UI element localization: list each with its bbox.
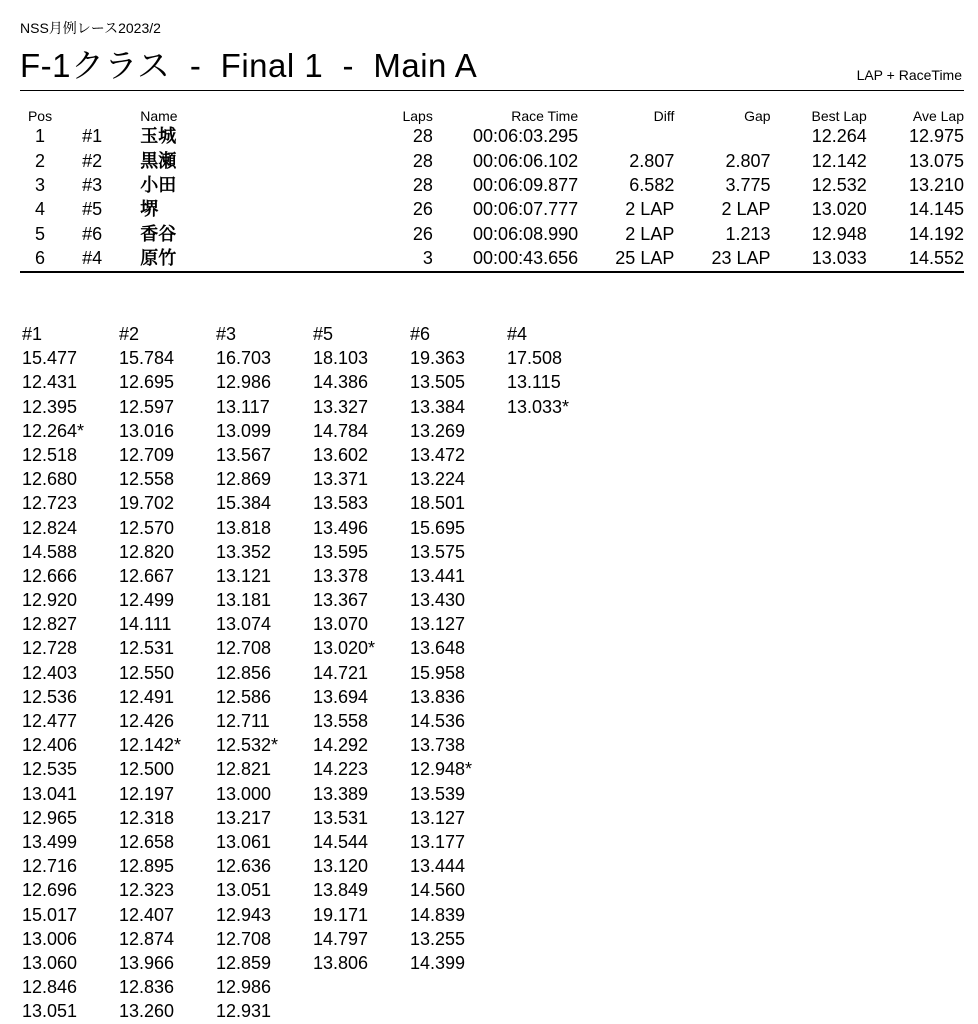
lap-column [313,322,410,1023]
cell-number: #2 [82,150,103,171]
lap-time: 14.292 [313,735,369,756]
bottom-divider [20,271,964,273]
cell-gap [674,124,770,148]
lap-time: 15.958 [410,662,466,683]
lap-time: 12.709 [119,444,175,465]
lap-times-grid [22,322,604,1023]
lap-time: 13.595 [313,541,369,562]
cell-name: 小田 [140,174,177,195]
lap-time: 13.384 [410,396,466,417]
cell-laps: 28 [412,126,433,147]
lap-time: 13.115 [507,372,561,393]
header-pos: Pos [27,108,53,124]
lap-time: 12.535 [22,759,78,780]
lap-time: 13.327 [313,396,369,417]
result-row [20,197,964,221]
cell-gap: 2.807 [725,150,771,171]
lap-time: 12.395 [22,396,78,417]
lap-time: 13.694 [313,686,369,707]
lap-time: 14.386 [313,372,369,393]
lap-time: 13.006 [22,928,78,949]
cell-pos: 2 [35,150,46,171]
cell-best-lap: 13.020 [811,199,867,220]
header-ave-lap: Ave Lap [912,108,964,124]
lap-time: 14.560 [410,880,466,901]
lap-time: 14.588 [22,541,78,562]
lap-time: 12.869 [216,469,272,490]
cell-race-time: 00:06:08.990 [473,223,579,244]
lap-time: 13.444 [410,856,466,877]
lap-time: 13.602 [313,444,369,465]
lap-time: 12.532* [216,735,279,756]
cell-name: 玉城 [140,126,177,147]
cell-best-lap: 13.033 [811,248,867,269]
lap-time: 12.827 [22,614,78,635]
results-table [20,104,964,270]
lap-time: 12.931 [216,1001,272,1022]
lap-time: 12.550 [119,662,175,683]
cell-laps: 28 [412,174,433,195]
cell-ave-lap: 14.552 [908,248,964,269]
cell-race-time: 00:06:09.877 [473,174,579,195]
lap-time: 13.000 [216,783,272,804]
lap-time: 12.323 [119,880,175,901]
lap-time: 13.558 [313,711,369,731]
page-title: F-1クラス - Final 1 - Main A [20,47,478,84]
lap-time: 13.121 [216,565,272,586]
cell-pos: 1 [35,126,46,147]
lap-time: 13.539 [410,783,466,804]
cell-ave-lap: 13.075 [908,150,964,171]
cell-diff [578,124,674,148]
lap-time: 13.016 [119,420,175,441]
header-laps: Laps [402,108,433,124]
lap-time: 12.536 [22,686,78,707]
lap-time: 14.839 [410,904,466,925]
lap-time: 13.127 [410,614,466,635]
lap-time: 13.472 [410,444,466,465]
lap-time: 13.371 [313,469,369,490]
lap-time: 19.702 [119,493,175,514]
lap-time: 12.859 [216,952,272,973]
lap-time: 13.430 [410,590,466,611]
lap-column-header: #4 [507,324,528,344]
header-diff: Diff [653,108,675,124]
lap-time: 13.441 [410,565,466,586]
cell-ave-lap: 12.975 [908,126,964,147]
lap-time: 12.716 [22,856,78,877]
lap-time: 12.943 [216,904,272,925]
cell-ave-lap: 13.210 [908,174,964,195]
lap-time: 12.728 [22,638,78,659]
lap-time: 13.060 [22,952,78,973]
cell-race-time: 00:06:07.777 [473,199,579,220]
lap-column-header: #2 [119,324,140,344]
cell-laps: 26 [412,199,433,220]
lap-time: 12.499 [119,590,175,611]
lap-time: 12.836 [119,977,175,998]
lap-time: 13.117 [216,396,270,417]
cell-laps: 26 [412,223,433,244]
lap-time: 13.505 [410,372,466,393]
lap-time: 13.041 [22,783,78,804]
lap-time: 13.575 [410,541,466,562]
lap-time: 12.658 [119,831,175,852]
lap-time: 15.784 [119,348,175,369]
header-gap: Gap [744,108,771,124]
lap-column [410,322,507,1023]
lap-time: 12.680 [22,469,78,490]
lap-time: 14.399 [410,952,466,973]
lap-time: 13.849 [313,880,369,901]
cell-race-time: 00:06:03.295 [473,126,579,147]
cell-number: #5 [82,199,103,220]
lap-time: 14.111 [119,614,172,635]
lap-time: 12.708 [216,638,272,659]
lap-time: 13.818 [216,517,272,538]
lap-time: 19.363 [410,348,466,369]
lap-time: 12.824 [22,517,78,538]
lap-time: 12.636 [216,856,272,877]
top-divider [20,90,964,91]
lap-time: 12.477 [22,711,78,731]
lap-time: 12.666 [22,565,78,586]
cell-pos: 6 [35,248,46,269]
lap-time: 12.518 [22,444,78,465]
lap-time: 12.708 [216,928,272,949]
lap-time: 12.820 [119,541,175,562]
cell-gap: 1.213 [725,223,771,244]
lap-time: 12.570 [119,517,175,538]
lap-time: 13.127 [410,807,466,828]
lap-time: 13.966 [119,952,175,973]
cell-pos: 3 [35,174,46,195]
lap-time: 13.255 [410,928,466,949]
lap-time: 13.496 [313,517,369,538]
cell-number: #6 [82,223,103,244]
lap-time: 18.103 [313,348,369,369]
lap-time: 12.407 [119,904,175,925]
lap-time: 14.536 [410,711,466,731]
lap-time: 18.501 [410,493,466,514]
cell-gap: 23 LAP [711,248,771,269]
lap-time: 13.120 [313,856,369,877]
cell-diff: 2 LAP [625,223,675,244]
cell-best-lap: 12.532 [811,174,867,195]
cell-ave-lap: 14.192 [908,223,964,244]
cell-race-time: 00:06:06.102 [473,150,579,171]
cell-diff: 25 LAP [615,248,675,269]
cell-name: 黒瀬 [140,150,177,171]
lap-time: 13.061 [216,831,272,852]
lap-time: 13.567 [216,444,272,465]
lap-time: 12.264* [22,420,85,441]
lap-time: 15.695 [410,517,466,538]
lap-time: 12.406 [22,735,78,756]
lap-time: 12.426 [119,711,175,731]
result-row [20,222,964,246]
lap-time: 12.723 [22,493,78,514]
lap-time: 13.836 [410,686,466,707]
cell-best-lap: 12.142 [811,150,867,171]
result-row [20,148,964,172]
lap-time: 15.477 [22,348,78,369]
lap-time: 12.895 [119,856,175,877]
lap-time: 13.378 [313,565,369,586]
lap-column [119,322,216,1023]
lap-time: 12.920 [22,590,78,611]
cell-gap: 2 LAP [721,199,771,220]
lap-time: 12.500 [119,759,175,780]
lap-time: 12.948* [410,759,473,780]
lap-time: 13.070 [313,614,369,635]
lap-column [507,322,604,1023]
mode-label: LAP + RaceTime [856,67,962,83]
lap-column [22,322,119,1023]
lap-time: 13.806 [313,952,369,973]
cell-gap: 3.775 [725,174,771,195]
lap-time: 13.260 [119,1001,175,1022]
result-row [20,124,964,148]
lap-time: 17.508 [507,348,563,369]
lap-time: 13.099 [216,420,272,441]
lap-time: 12.965 [22,807,78,828]
lap-time: 13.531 [313,807,369,828]
cell-laps: 3 [422,248,433,269]
lap-time: 12.531 [119,638,175,659]
cell-laps: 28 [412,150,433,171]
results-header-row [20,104,964,124]
lap-time: 19.171 [313,904,369,925]
lap-time: 12.142* [119,735,182,756]
lap-time: 14.544 [313,831,369,852]
lap-time: 13.352 [216,541,272,562]
header-race-time: Race Time [511,108,579,124]
lap-time: 12.586 [216,686,272,707]
lap-time: 13.389 [313,783,369,804]
lap-time: 13.051 [216,880,272,901]
lap-time: 15.384 [216,493,272,514]
lap-time: 13.020* [313,638,376,659]
cell-name: 香谷 [140,223,177,244]
cell-diff: 2.807 [629,150,675,171]
lap-column-header: #6 [410,324,431,344]
lap-time: 13.738 [410,735,466,756]
lap-time: 14.223 [313,759,369,780]
lap-time: 13.499 [22,831,78,852]
cell-race-time: 00:00:43.656 [473,248,579,269]
lap-time: 12.197 [119,783,175,804]
lap-time: 14.784 [313,420,369,441]
lap-column [216,322,313,1023]
lap-time: 13.074 [216,614,272,635]
cell-name: 堺 [140,199,159,220]
lap-column-header: #1 [22,324,43,344]
lap-time: 15.017 [22,904,78,925]
lap-time: 12.711 [216,711,270,731]
lap-time: 12.558 [119,469,175,490]
result-row [20,246,964,270]
lap-time: 13.648 [410,638,466,659]
cell-best-lap: 12.264 [811,126,867,147]
lap-time: 13.217 [216,807,272,828]
lap-time: 13.367 [313,590,369,611]
subtitle: NSS月例レース2023/2 [20,20,161,36]
cell-ave-lap: 14.145 [908,199,964,220]
lap-time: 12.403 [22,662,78,683]
header-best-lap: Best Lap [811,108,867,124]
lap-time: 12.846 [22,977,78,998]
cell-pos: 5 [35,223,46,244]
lap-time: 12.597 [119,396,175,417]
lap-column-header: #5 [313,324,334,344]
lap-time: 13.051 [22,1001,78,1022]
cell-number: #4 [82,248,103,269]
lap-time: 12.318 [119,807,175,828]
cell-name: 原竹 [140,248,177,269]
lap-time: 12.695 [119,372,175,393]
lap-time: 12.986 [216,977,272,998]
lap-time: 13.583 [313,493,369,514]
lap-time: 16.703 [216,348,272,369]
lap-time: 13.269 [410,420,466,441]
lap-time: 12.431 [22,372,78,393]
lap-time: 13.033* [507,396,570,417]
lap-time: 14.797 [313,928,369,949]
header-number [60,104,140,124]
lap-time: 12.667 [119,565,175,586]
lap-time: 12.856 [216,662,272,683]
cell-number: #3 [82,174,103,195]
cell-diff: 6.582 [629,174,675,195]
cell-best-lap: 12.948 [811,223,867,244]
lap-time: 12.491 [119,686,175,707]
header-name: Name [140,108,178,124]
lap-time: 12.986 [216,372,272,393]
result-row [20,173,964,197]
lap-time: 12.821 [216,759,272,780]
cell-pos: 4 [35,199,46,220]
lap-time: 14.721 [313,662,369,683]
lap-time: 13.181 [216,590,272,611]
lap-column-header: #3 [216,324,237,344]
cell-diff: 2 LAP [625,199,675,220]
lap-time: 12.696 [22,880,78,901]
lap-time: 13.177 [410,831,466,852]
cell-number: #1 [82,126,103,147]
lap-time: 13.224 [410,469,466,490]
lap-time: 12.874 [119,928,175,949]
